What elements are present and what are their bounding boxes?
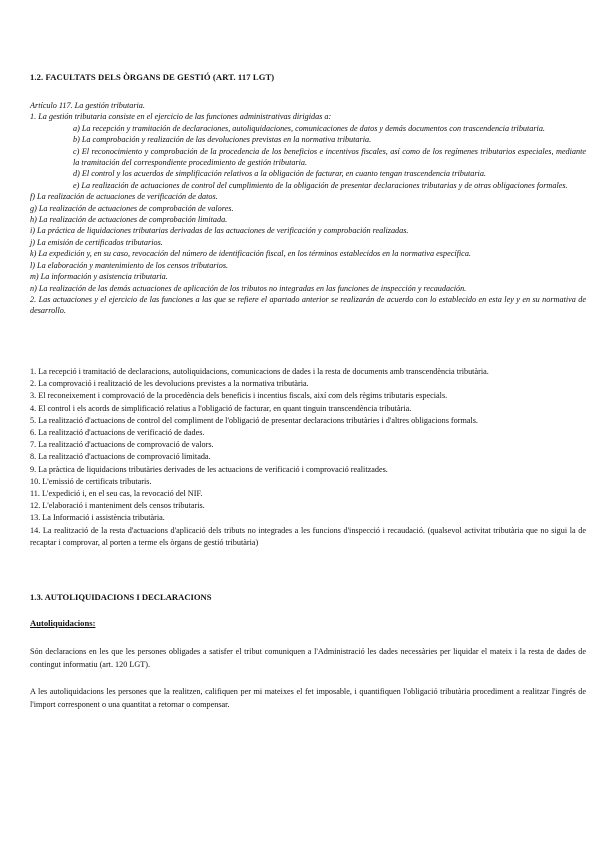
list-item: 9. La pràctica de liquidacions tributàries derivades de les actuacions de verificació i comprovació realitzades. bbox=[30, 464, 388, 474]
article-item: m) La información y asistencia tributaria. bbox=[30, 272, 168, 282]
article-item: g) La realización de actuaciones de comprobación de valores. bbox=[30, 203, 234, 213]
article-item: h) La realización de actuaciones de comprobación limitada. bbox=[30, 215, 228, 225]
list-item: 3. El reconeixement i comprovació de la procedència dels beneficis i incentius fiscals, així com dels règims tributaris especials. bbox=[30, 391, 448, 401]
list-item: 13. La Informació i assistència tributària. bbox=[30, 513, 165, 523]
section-heading-1-2: 1.2. FACULTATS DELS ÒRGANS DE GESTIÓ (ART. 117 LGT) bbox=[30, 72, 275, 82]
list-item: 1. La recepció i tramitació de declaracions, autoliquidacions, comunicacions de dades i la resta de documents amb transcendència tributària. bbox=[30, 367, 489, 376]
article-item: k) La expedición y, en su caso, revocación del número de identificación fiscal, en los términos establecidos en la normativa específica. bbox=[30, 249, 471, 259]
list-item: 4. El control i els acords de simplificació relatius a l'obligació de facturar, en quant tinguin transcendència tributària. bbox=[30, 403, 412, 413]
article-item: e) La realización de actuaciones de control del cumplimiento de la obligación de presentar declaraciones tributarias y de otras obligaciones formales. bbox=[73, 180, 568, 190]
section-heading-1-3: 1.3. AUTOLIQUIDACIONS I DECLARACIONS bbox=[30, 592, 212, 602]
article-item: n) La realización de las demás actuaciones de aplicación de los tributos no integradas en las funciones de inspección y recaudación. bbox=[30, 283, 467, 293]
list-item: 14. La realització de la resta d'actuacions d'aplicació dels tributs no integrades a les funcions d'inspecció i recaudació. (qualsevol activitat tributària que no sigui la de recaptar i comprovar, al porten a terme els òrgans de gestió tributària) bbox=[30, 525, 586, 547]
list-item: 7. La realització d'actuacions de comprovació de valors. bbox=[30, 440, 214, 450]
article-item: l) La elaboración y mantenimiento de los censos tributarios. bbox=[30, 260, 229, 270]
list-item: 5. La realització d'actuacions de control del compliment de l'obligació de presentar declaracions tributàries i d'altres obligacions formals. bbox=[30, 415, 478, 425]
article-item: j) La emisión de certificados tributarios. bbox=[30, 237, 163, 247]
article-title: Artículo 117. La gestión tributaria. bbox=[30, 101, 145, 110]
article-item: a) La recepción y tramitación de declaraciones, autoliquidaciones, comunicaciones de datos y demás documentos con trascendencia tributaria. bbox=[73, 123, 545, 133]
list-item: 2. La comprovació i realització de les devolucions previstes a la normativa tributària. bbox=[30, 379, 309, 389]
article-item: b) La comprobación y realización de las devoluciones previstas en la normativa tributaria. bbox=[73, 135, 372, 145]
article-item: f) La realización de actuaciones de verificación de datos. bbox=[30, 192, 218, 202]
article-closing: 2. Las actuaciones y el ejercicio de las funciones a las que se refiere el apartado anterior se realizarán de acuerdo con lo establecido en esta ley y en su normativa de desarrollo. bbox=[30, 294, 586, 316]
paragraph-definition: Són declaracions en les que les persones obligades a satisfer el tribut comuniquen a l'Administració les dades necessàries per liquidar el mateix i la resta de dades de contingut informatiu (art. 120 LGT). bbox=[30, 647, 586, 669]
list-item: 10. L'emissió de certificats tributaris. bbox=[30, 476, 152, 486]
list-item: 11. L'expedició i, en el seu cas, la revocació del NIF. bbox=[30, 489, 203, 499]
list-item: 12. L'elaboració i manteniment dels censos tributaris. bbox=[30, 501, 205, 511]
article-item: d) El control y los acuerdos de simplificación relativos a la obligación de facturar, en cuanto tengan trascendencia tributaria. bbox=[73, 169, 486, 179]
article-item: c) El reconocimiento y comprobación de la procedencia de los beneficios e incentivos fiscales, así como de los regímenes tributarios especiales, mediante la tramitación del correspondiente procedimiento de gestión tributaria. bbox=[73, 146, 586, 168]
list-item: 6. La realització d'actuacions de verificació de dades. bbox=[30, 428, 205, 438]
article-items bbox=[73, 123, 586, 191]
subheading-autoliquidacions: Autoliquidacions: bbox=[30, 618, 96, 628]
article-item: i) La práctica de liquidaciones tributarias derivadas de las actuaciones de verificación y comprobación realizadas. bbox=[30, 226, 409, 236]
catalan-functions-list bbox=[30, 366, 586, 549]
list-item: 8. La realització d'actuacions de comprovació limitada. bbox=[30, 452, 211, 462]
paragraph-procedure: A les autoliquidacions les persones que la realitzen, califiquen per mi mateixes el fet imposable, i quantifiquen l'obligació tributària procediment a realitzar l'ingrés de l'import corresponent o una quantitat a retornar o compensar. bbox=[30, 687, 586, 709]
article-117-block bbox=[30, 100, 586, 317]
article-intro: 1. La gestión tributaria consiste en el ejercicio de las funciones administrativas dirigidas a: bbox=[30, 112, 332, 122]
